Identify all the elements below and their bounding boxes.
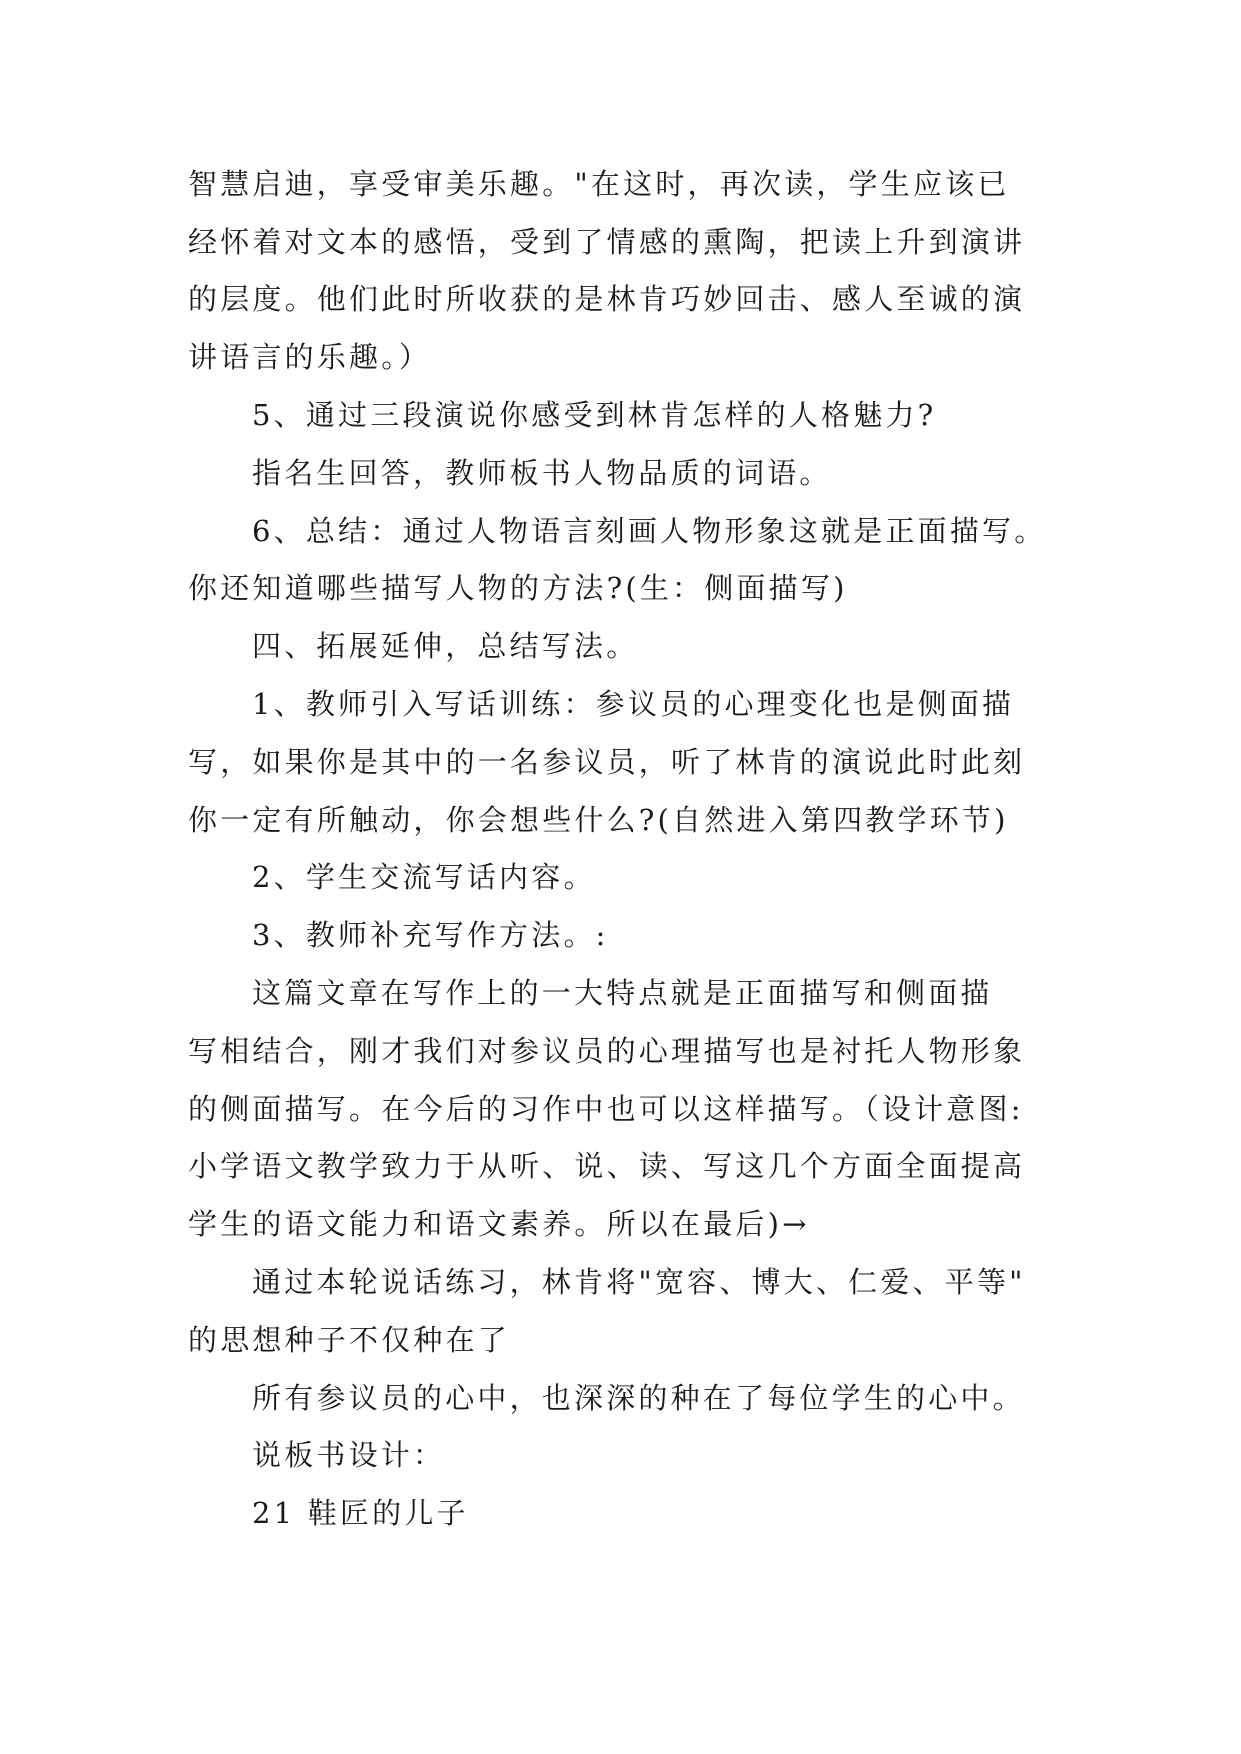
text-line: 5、通过三段演说你感受到林肯怎样的人格魅力? [252, 398, 937, 432]
text-line: 四、拓展延伸，总结写法。 [252, 629, 639, 663]
text-line: 你一定有所触动，你会想些什么?(自然进入第四教学环节) [188, 803, 1009, 837]
text-line: 通过本轮说话练习，林肯将"宽容、博大、仁爱、平等" [252, 1265, 1026, 1299]
text-line: 写，如果你是其中的一名参议员，听了林肯的演说此时此刻 [188, 745, 1026, 779]
text-line: 学生的语文能力和语文素养。所以在最后)→ [188, 1207, 810, 1241]
text-line: 所有参议员的心中，也深深的种在了每位学生的心中。 [252, 1381, 1025, 1415]
text-line: 写相结合，刚才我们对参议员的心理描写也是衬托人物形象 [188, 1034, 1026, 1068]
text-line: 的侧面描写。在今后的习作中也可以这样描写。（设计意图: [188, 1092, 1024, 1126]
text-line: 讲语言的乐趣。） [188, 340, 432, 374]
text-line: 1、教师引入写话训练：参议员的心理变化也是侧面描 [252, 687, 1015, 721]
text-line: 2、学生交流写话内容。 [252, 860, 596, 894]
text-line: 你还知道哪些描写人物的方法?(生：侧面描写) [188, 571, 848, 605]
text-line: 指名生回答，教师板书人物品质的词语。 [252, 456, 832, 490]
text-line: 智慧启迪，享受审美乐趣。"在这时，再次读，学生应该已 [188, 167, 1010, 201]
text-line: 21 鞋匠的儿子 [252, 1496, 469, 1530]
text-line: 说板书设计： [252, 1438, 446, 1472]
text-line: 的思想种子不仅种在了 [188, 1323, 511, 1357]
text-line: 这篇文章在写作上的一大特点就是正面描写和侧面描 [252, 976, 993, 1010]
text-line: 3、教师补充写作方法。: [252, 918, 609, 952]
text-line: 6、总结：通过人物语言刻画人物形象这就是正面描写。 [252, 514, 1047, 548]
text-line: 的层度。他们此时所收获的是林肯巧妙回击、感人至诚的演 [188, 282, 1026, 316]
text-line: 小学语文教学致力于从听、说、读、写这几个方面全面提高 [188, 1149, 1026, 1183]
text-line: 经怀着对文本的感悟，受到了情感的熏陶，把读上升到演讲 [188, 225, 1026, 259]
